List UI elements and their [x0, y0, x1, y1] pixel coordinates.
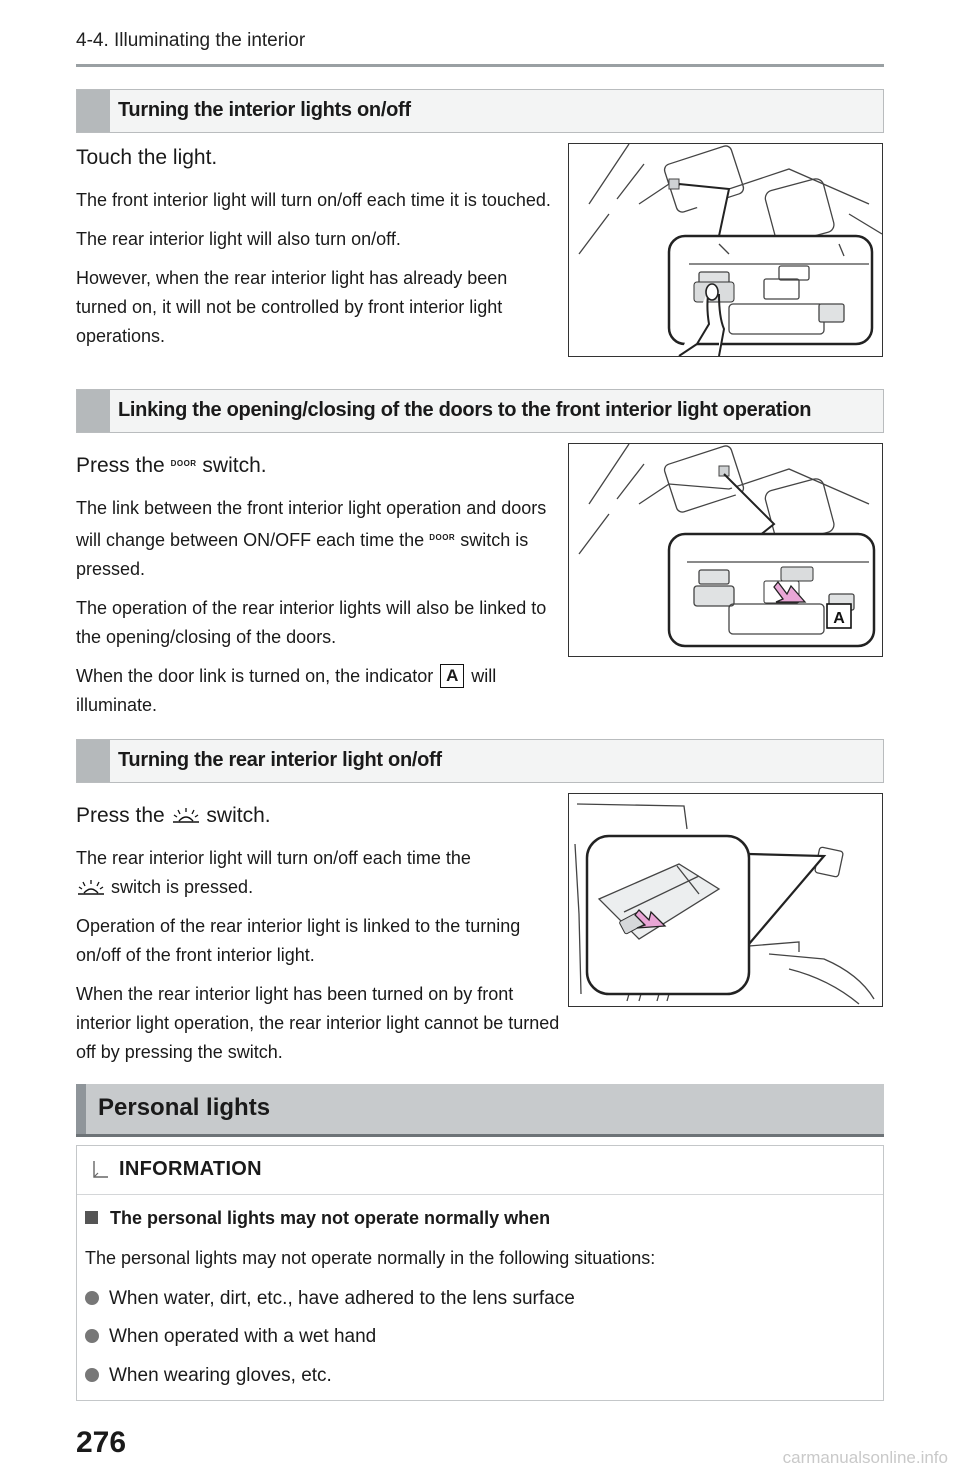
section-bar-tab: [77, 740, 110, 782]
section-body: [76, 186, 561, 361]
bullet-text: When operated with a wet hand: [109, 1326, 377, 1347]
paragraph: [76, 662, 561, 720]
information-title: INFORMATION: [119, 1158, 262, 1180]
bullet-item: [85, 1365, 332, 1387]
page-number: 276: [76, 1426, 127, 1459]
door-switch-icon: DOOR: [429, 533, 456, 542]
section-bar-tab: [76, 1084, 86, 1134]
footer-watermark: carmanualsonline.info: [782, 1448, 948, 1467]
paragraph: When the rear interior light has been turned on by front interior light operation, the rear interior light cannot be turned off by pressing the switch.: [76, 984, 560, 1062]
figure-label-a: A: [833, 610, 845, 627]
note-icon: [91, 1159, 111, 1181]
section-bar-interior-lights: [76, 89, 884, 133]
paragraph: The operation of the rear interior lights will also be linked to the opening/closing of the doors.: [76, 598, 547, 647]
information-subheading: [85, 1208, 550, 1229]
section-bar-rear-light: [76, 739, 884, 783]
paragraph-text: will illuminate.: [76, 666, 497, 715]
paragraph-text: switch is pressed.: [111, 877, 254, 897]
bullet-item: [85, 1326, 376, 1348]
instruction-lead: [76, 454, 267, 478]
paragraph: [76, 844, 561, 902]
information-box: [76, 1145, 884, 1401]
information-header: [77, 1146, 883, 1195]
section-bar-tab: [77, 390, 110, 432]
section-bar-door-link: [76, 389, 884, 433]
lead-text: switch.: [206, 804, 271, 827]
bullet-text: When water, dirt, etc., have adhered to the lens surface: [109, 1288, 575, 1309]
lead-text: switch.: [202, 454, 267, 477]
indicator-label: A: [440, 664, 464, 688]
section-body: [76, 844, 561, 1077]
lead-text: Press the: [76, 804, 165, 827]
section-title: Turning the rear interior light on/off: [118, 749, 442, 771]
section-bar-tab: [77, 90, 110, 132]
paragraph: [76, 494, 561, 584]
illustration-rear-light-switch: [568, 793, 883, 1007]
rear-light-switch-icon: [171, 806, 201, 826]
paragraph: Operation of the rear interior light is linked to the turning on/off of the front interior light.: [76, 916, 521, 965]
paragraph: However, when the rear interior light has already been turned on, it will not be controlled by front interior light operations.: [76, 268, 508, 346]
running-head: 4-4. Illuminating the interior: [76, 30, 306, 51]
paragraph-text: The rear interior light will turn on/off each time the: [76, 848, 471, 868]
instruction-lead: Touch the light.: [76, 146, 218, 169]
lead-text: Press the: [76, 454, 165, 477]
section-title: Linking the opening/closing of the doors to the front interior light operation: [118, 399, 812, 421]
bullet-item: [85, 1288, 575, 1310]
instruction-lead: [76, 804, 271, 828]
section-bar-personal-lights: [76, 1084, 884, 1137]
bullet-icon: [85, 1291, 99, 1305]
square-bullet-icon: [85, 1211, 98, 1224]
illustration-touch-light: [568, 143, 883, 357]
bullet-icon: [85, 1368, 99, 1382]
subheading-text: The personal lights may not operate normally when: [110, 1208, 551, 1228]
information-intro: The personal lights may not operate normally in the following situations:: [85, 1248, 656, 1268]
paragraph-text: When the door link is turned on, the indicator: [76, 666, 434, 686]
section-title: Personal lights: [98, 1094, 271, 1121]
bullet-text: When wearing gloves, etc.: [109, 1365, 332, 1386]
section-body: [76, 494, 561, 730]
bullet-icon: [85, 1329, 99, 1343]
paragraph: The rear interior light will also turn on/off.: [76, 229, 401, 249]
header-rule: [76, 64, 884, 67]
paragraph-text: switch is pressed.: [76, 530, 529, 579]
illustration-door-switch: [568, 443, 883, 657]
section-title: Turning the interior lights on/off: [118, 99, 411, 121]
door-switch-icon: DOOR: [170, 459, 197, 468]
paragraph: The front interior light will turn on/off each time it is touched.: [76, 190, 551, 210]
rear-light-switch-icon: [76, 878, 106, 898]
paragraph-text: The link between the front interior light operation and doors will change between ON/OFF each time the: [76, 498, 547, 550]
